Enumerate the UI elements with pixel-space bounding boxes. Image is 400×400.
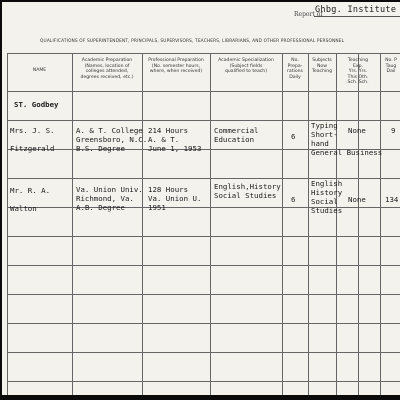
row-preparations: 6 [291,132,296,141]
column-header-specialization: Academic Specialization (Subject fields qualified to teach) [218,58,274,75]
row-divider [7,265,400,266]
header-divider [7,91,400,92]
column-divider [308,53,309,395]
row-professional-preparation: 128 Hours Va. Union U. 1951 [148,185,202,212]
column-header-professional: Professional Preparation (No. semester hours, where, when received) [148,58,204,75]
column-header-subjects: Subjects Now Teaching [311,58,333,75]
column-divider [336,53,337,395]
row-pupils: 9 [391,126,396,135]
column-divider [358,53,359,395]
column-header-preparations: No. Prepa- rations Daily [287,58,303,80]
column-header-academic: Academic Preparation (Names, location of colleges attended, degrees received, etc.) [80,58,134,80]
row-academic-specialization: English,History Social Studies [214,182,281,200]
table-border-top [7,53,400,54]
row-name: Mrs. J. S. Fitzgerald [10,126,55,153]
row-pupils: 134 [385,195,399,204]
row-name: Mr. R. A. Walton [10,186,51,213]
form-subtitle: QUALIFICATIONS OF SUPERINTENDENT, PRINCIPALS, SUPERVISORS, TEACHERS, LIBRARIANS, AND OTHER PROFESSIONAL PERSONNEL [40,39,345,44]
row-divider [7,352,400,353]
row-professional-preparation: 214 Hours A. & T. June 1, 1953 [148,126,202,153]
row-subjects: Typing Short- hand General Business [311,121,383,157]
row-preparations: 6 [291,195,296,204]
form-sheet [2,2,400,395]
row-divider [7,294,400,295]
row-divider [7,323,400,324]
report-of-label: Report of [294,11,323,18]
column-divider [72,53,73,395]
column-divider [380,53,381,395]
column-divider [282,53,283,395]
report-of-value: Ghbg. Institute [315,5,397,15]
row-academic-preparation: Va. Union Univ. Richmond, Va. A.B. Degree [76,185,143,212]
table-border-left [7,53,8,395]
qualifications-table [2,2,400,395]
row-name: ST. Godbey [14,100,59,109]
column-divider [142,53,143,395]
row-experience: None [348,195,366,204]
row-academic-preparation: A. & T. College Greensboro, N.C. B.S. Degree [76,126,148,153]
row-divider [7,236,400,237]
column-header-pupils: No. P Taug Dail [385,58,397,75]
row-academic-specialization: Commercial Education [214,126,259,144]
row-experience: None [348,126,366,135]
row-divider [7,381,400,382]
row-subjects: English History Social Studies [311,179,343,215]
column-header-experience: Teaching Exp. Yrs. Yrs. This Oth. Sch. Sch. [347,58,369,86]
column-divider [210,53,211,395]
column-header-name: NAME [32,68,47,73]
